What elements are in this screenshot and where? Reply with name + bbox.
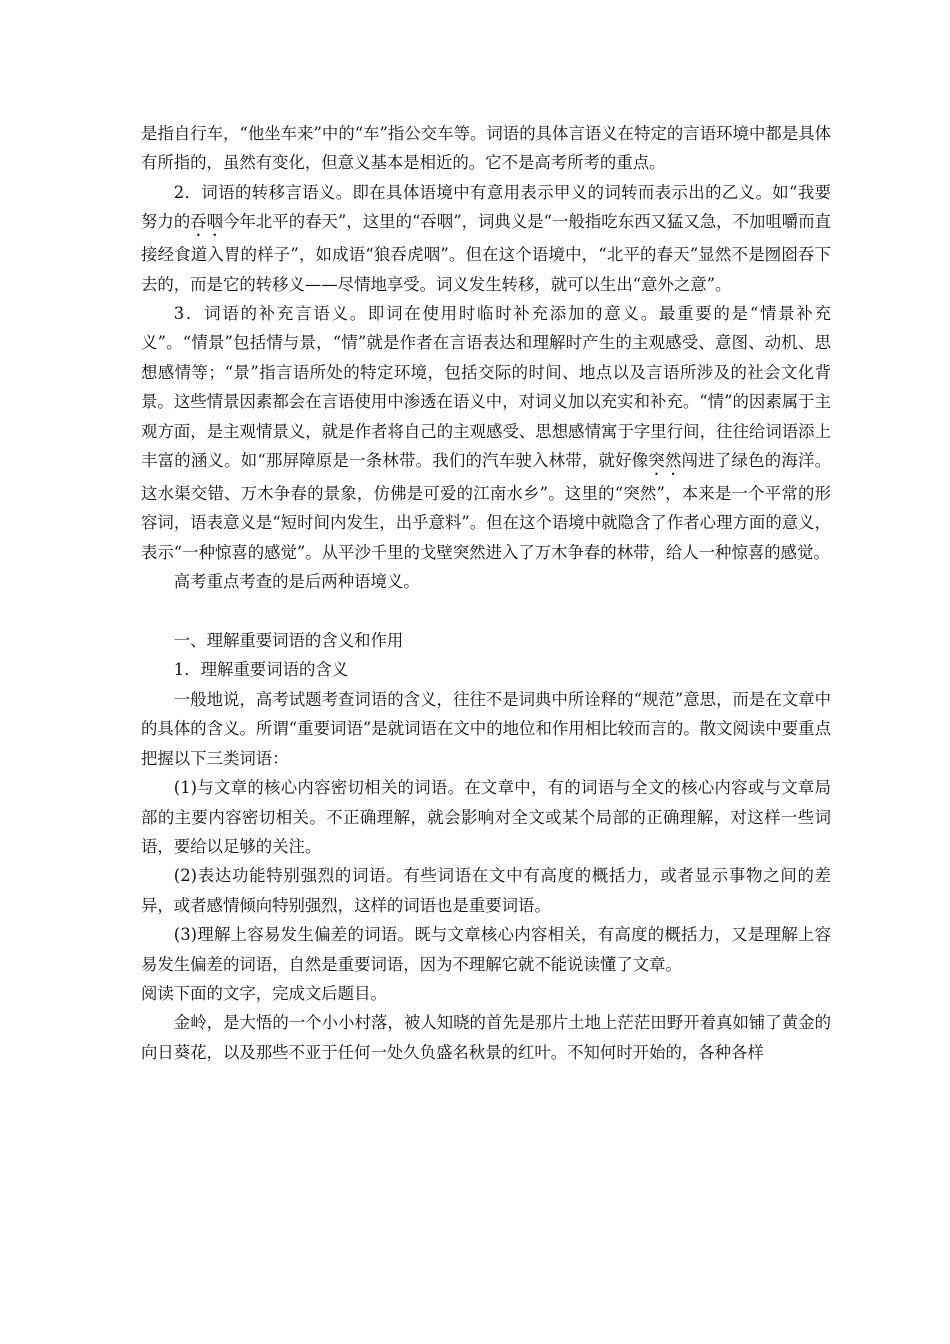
section-heading: 一、理解重要词语的含义和作用 <box>173 631 404 651</box>
list-item-1: (1)与文章的核心内容密切相关的词语。在文章中，有的词语与全文的核心内容或与文章局部的主要内容密切相关。不正确理解，就会影响对全文或某个局部的正确理解，对这样一些词语，要给以足够的关注。 <box>141 778 831 856</box>
paragraph-general: 一般地说，高考试题考查词语的含义，往往不是词典中所诠释的“规范”意思，而是在文章中的具体的含义。所谓“重要词语”是就词语在文中的地位和作用相比较而言的。散文阅读中要重点把握以下三类词语： <box>141 689 831 768</box>
reading-instruction: 阅读下面的文字，完成文后题目。 <box>141 983 387 1003</box>
list-item-2: (2)表达功能特别强烈的词语。有些词语在文中有高度的概括力，或者显示事物之间的差异，或者感情倾向特别强烈，这样的词语也是重要词语。 <box>141 866 831 915</box>
emphasized-word: 突然 <box>648 451 682 471</box>
reading-passage: 金岭，是大悟的一个小小村落，被人知晓的首先是那片土地上茫茫田野开着真如铺了黄金的向日葵花，以及那些不亚于任何一处久负盛名秋景的红叶。不知何时开始的，各种各样 <box>141 1013 831 1062</box>
document-page <box>141 119 831 1067</box>
paragraph-text: 3．词语的补充言语义。即词在使用时临时补充添加的意义。最重要的是“情景补充义”。“情景”包括情与景，“情”就是作者在言语表达和理解时产生的主观感受、意图、动机、思想感情等；“景”指言语所处的特定环境，包括交际的时间、地点以及言语所涉及的社会文化背景。这些情景因素都会在言语使用中渗透在语义中，对词义加以充实和补充。“情”的因素属于主观方面，是主观情景义，就是作者将自己的主观感受、思想感情寓于字里行间，往往给词语添上丰富的涵义。如“那屏障原是一条林带。我们的汽车驶入林带，就好像 <box>141 304 831 471</box>
emphasized-word: 吞咽 <box>190 212 224 232</box>
paragraph-text: 闯进了绿色的海洋。这水渠交错、万木争春的景象，仿佛是可爱的江南水乡”。这里的“突然”，本来是一个平常的形容词，语表意义是“短时间内发生，出乎意料”。但在这个语境中就隐含了作者心理方面的意义，表示“一种惊喜的感觉”。从平沙千里的戈壁突然进入了万木争春的林带，给人一种惊喜的感觉。 <box>141 451 831 562</box>
list-item-3: (3)理解上容易发生偏差的词语。既与文章核心内容相关，有高度的概括力，又是理解上容易发生偏差的词语，自然是重要词语，因为不理解它就不能说读懂了文章。 <box>141 925 831 974</box>
paragraph-text: 2．词语的转移言语义。即在具体语境中有意用表示甲义的词转而表示出的乙义。如“我要努力的 <box>141 182 831 232</box>
paragraph-concrete-meaning-end: 是指自行车，“他坐车来”中的“车”指公交车等。词语的具体言语义在特定的言语环境中都是具体有所指的，虽然有变化，但意义基本是相近的。它不是高考所考的重点。 <box>141 124 831 173</box>
paragraph-exam-focus: 高考重点考查的是后两种语境义。 <box>173 572 420 592</box>
paragraph-transferred-meaning <box>141 178 831 299</box>
subsection-heading: 1．理解重要词语的含义 <box>173 660 349 680</box>
blank-line <box>141 597 831 626</box>
paragraph-supplementary-meaning <box>141 299 831 567</box>
paragraph-text: 今年北平的春天”，这里的“吞咽”，词典义是“一般指吃东西又猛又急，不加咀嚼而直接经食道入胃的样子”，如成语“狼吞虎咽”。但在这个语境中，“北平的春天”显然不是囫囵吞下去的，而是它的转移义——尽情地享受。词义发生转移，就可以生出“意外之意”。 <box>141 212 832 294</box>
